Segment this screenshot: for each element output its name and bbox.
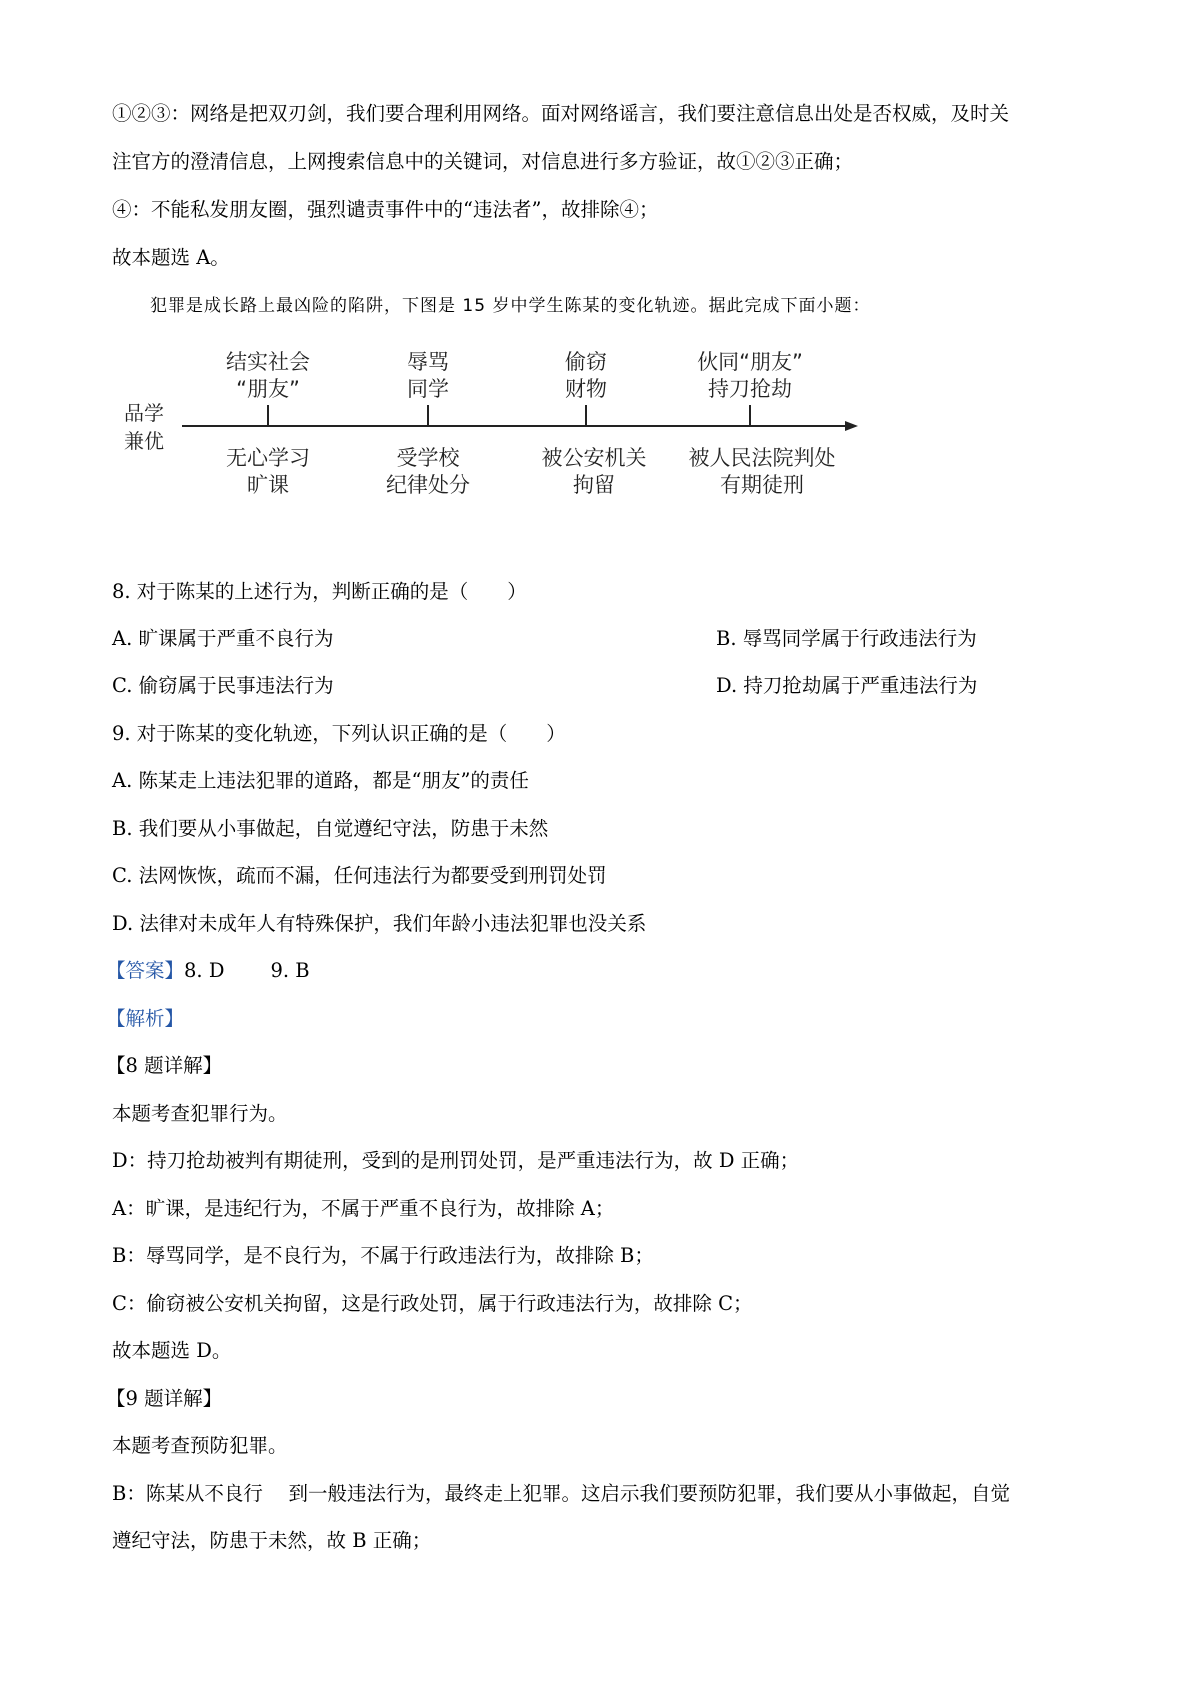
q8-detail-line: 故本题选 D。 bbox=[112, 1339, 232, 1362]
q9-stem: 9. 对于陈某的变化轨迹，下列认识正确的是（ ） bbox=[112, 722, 566, 745]
stage-3-bottom: 被公安机关 bbox=[541, 446, 647, 470]
answer-tag: 【答案】 bbox=[106, 959, 185, 982]
prev-analysis-line-1: ①②③：网络是把双刃剑，我们要合理利用网络。面对网络谣言，我们要注意信息出处是否权威，及时关 bbox=[112, 102, 1010, 125]
stage-1-bottom: 无心学习 bbox=[226, 446, 310, 470]
q8-detail-line: C：偷窃被公安机关拘留，这是行政处罚，属于行政违法行为，故排除 C； bbox=[112, 1292, 753, 1315]
stage-1-top: “朋友” bbox=[236, 377, 300, 401]
stage-2-top: 同学 bbox=[407, 377, 449, 401]
stage-4-top: 伙同“朋友” bbox=[697, 350, 803, 374]
q9-option-b: B. 我们要从小事做起，自觉遵纪守法，防患于未然 bbox=[112, 817, 549, 840]
q8-option-c-text: C. 偷窃属于民事违法行为 bbox=[112, 674, 334, 697]
q9-detail-line: B：陈某从不良行 到一般违法行为，最终走上犯罪。这启示我们要预防犯罪，我们要从小事做起，自觉 bbox=[112, 1482, 1011, 1505]
stage-3-top: 偷窃 bbox=[565, 350, 607, 374]
timeline-arrowhead bbox=[845, 421, 858, 431]
start-label: 兼优 bbox=[124, 429, 164, 453]
start-label: 品学 bbox=[124, 401, 164, 425]
q8-option-d-text: D. 持刀抢劫属于严重违法行为 bbox=[716, 674, 978, 697]
q9-option-a: A. 陈某走上违法犯罪的道路，都是“朋友”的责任 bbox=[112, 769, 529, 792]
q8-option-c bbox=[112, 672, 1102, 700]
answer-9: 9. B bbox=[270, 959, 310, 982]
stage-3-bottom: 拘留 bbox=[573, 473, 615, 497]
q8-detail-heading: 【8 题详解】 bbox=[106, 1054, 223, 1077]
q9-detail-heading: 【9 题详解】 bbox=[106, 1387, 223, 1410]
prev-analysis-conclusion: 故本题选 A。 bbox=[112, 246, 230, 269]
material-intro: 犯罪是成长路上最凶险的陷阱，下图是 15 岁中学生陈某的变化轨迹。据此完成下面小题： bbox=[150, 296, 871, 316]
stage-4-bottom: 有期徒刑 bbox=[720, 473, 804, 497]
q8-detail-line: 本题考查犯罪行为。 bbox=[112, 1102, 288, 1125]
stage-1-top: 结实社会 bbox=[226, 350, 310, 374]
q8-detail-line: D：持刀抢劫被判有期徒刑，受到的是刑罚处罚，是严重违法行为，故 D 正确； bbox=[112, 1149, 800, 1172]
q9-option-d: D. 法律对未成年人有特殊保护，我们年龄小违法犯罪也没关系 bbox=[112, 912, 647, 935]
stage-2-top: 辱骂 bbox=[407, 350, 449, 374]
q8-option-a bbox=[112, 625, 1102, 653]
stage-3-top: 财物 bbox=[565, 377, 607, 401]
stage-2-bottom: 受学校 bbox=[396, 446, 460, 470]
q8-option-b-text: B. 辱骂同学属于行政违法行为 bbox=[716, 627, 977, 650]
q9-option-c: C. 法网恢恢，疏而不漏，任何违法行为都要受到刑罚处罚 bbox=[112, 864, 607, 887]
q8-option-a-text: A. 旷课属于严重不良行为 bbox=[112, 627, 334, 650]
q8-stem: 8. 对于陈某的上述行为，判断正确的是（ ） bbox=[112, 580, 527, 603]
q9-detail-line: 本题考查预防犯罪。 bbox=[112, 1434, 288, 1457]
prev-analysis-line-2: 注官方的澄清信息，上网搜索信息中的关键词，对信息进行多方验证，故①②③正确； bbox=[112, 150, 854, 173]
stage-4-top: 持刀抢劫 bbox=[708, 377, 792, 401]
stage-4-bottom: 被人民法院判处 bbox=[688, 446, 836, 470]
q8-detail-line: B：辱骂同学，是不良行为，不属于行政违法行为，故排除 B； bbox=[112, 1244, 654, 1267]
q9-detail-line: 遵纪守法，防患于未然，故 B 正确； bbox=[112, 1529, 432, 1552]
answer-8: 8. D bbox=[184, 959, 225, 982]
stage-1-bottom: 旷课 bbox=[247, 473, 289, 497]
q8-detail-line: A：旷课，是违纪行为，不属于严重不良行为，故排除 A； bbox=[112, 1197, 615, 1220]
analysis-tag: 【解析】 bbox=[106, 1007, 185, 1030]
answer-line bbox=[106, 957, 1096, 985]
prev-analysis-line-3: ④：不能私发朋友圈，强烈谴责事件中的“违法者”，故排除④； bbox=[112, 198, 659, 221]
stage-2-bottom: 纪律处分 bbox=[386, 473, 470, 497]
